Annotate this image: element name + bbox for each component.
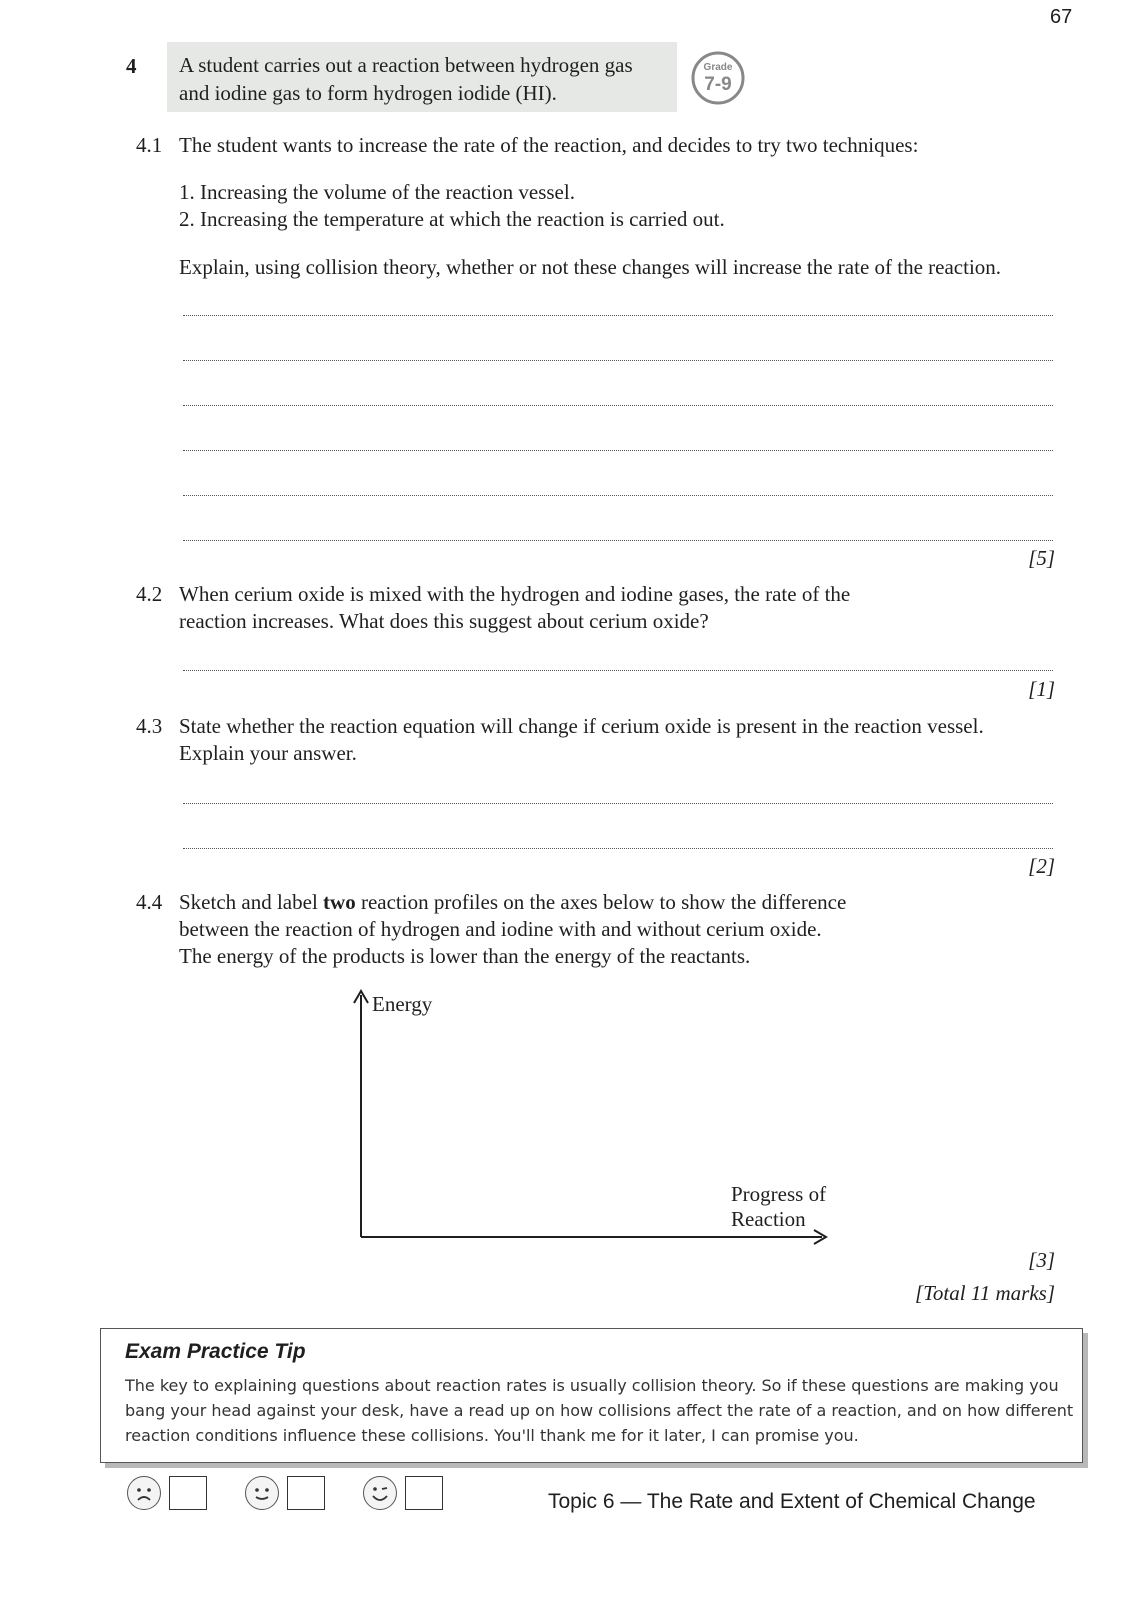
answer-line[interactable] bbox=[183, 450, 1053, 451]
grade-badge-icon bbox=[690, 50, 746, 106]
happy-face-icon bbox=[363, 1476, 397, 1510]
q44-text-pre: Sketch and label bbox=[179, 890, 324, 914]
exam-tip-box bbox=[100, 1328, 1083, 1463]
q44-text-bold: two bbox=[323, 890, 356, 914]
answer-line[interactable] bbox=[183, 315, 1053, 316]
exam-tip-title: Exam Practice Tip bbox=[125, 1340, 306, 1363]
grade-badge-value: 7-9 bbox=[704, 74, 732, 95]
question-number: 4 bbox=[126, 54, 137, 78]
self-assess-checkbox-sad[interactable] bbox=[169, 1476, 207, 1510]
grade-badge-label: Grade bbox=[703, 62, 733, 73]
x-axis-label-line-2: Reaction bbox=[731, 1207, 806, 1231]
q41-marks: [5] bbox=[1028, 546, 1055, 570]
sad-face-icon bbox=[127, 1476, 161, 1510]
q44-text-line-1 bbox=[179, 888, 846, 916]
q43-text-line-1: State whether the reaction equation will change if cerium oxide is present in the reaction vessel. bbox=[179, 714, 984, 738]
q42-text-line-1: When cerium oxide is mixed with the hydrogen and iodine gases, the rate of the bbox=[179, 582, 851, 606]
q41-text: The student wants to increase the rate of the reaction, and decides to try two techniques: bbox=[179, 133, 919, 157]
self-assess-checkbox-happy[interactable] bbox=[405, 1476, 443, 1510]
q41-number: 4.1 bbox=[136, 133, 163, 157]
q42-marks: [1] bbox=[1028, 677, 1055, 701]
q43-marks: [2] bbox=[1028, 854, 1055, 878]
answer-line[interactable] bbox=[183, 405, 1053, 406]
q41-item-2: 2. Increasing the temperature at which the reaction is carried out. bbox=[179, 207, 725, 231]
total-marks: [Total 11 marks] bbox=[914, 1281, 1055, 1305]
answer-line[interactable] bbox=[183, 540, 1053, 541]
y-axis-label: Energy bbox=[372, 992, 433, 1016]
q44-text-line-2: between the reaction of hydrogen and iodine with and without cerium oxide. bbox=[179, 917, 822, 941]
x-axis-label-line-1: Progress of bbox=[731, 1182, 827, 1206]
question-intro-line-2: and iodine gas to form hydrogen iodide (HI). bbox=[179, 81, 557, 105]
self-assess-checkbox-neutral[interactable] bbox=[287, 1476, 325, 1510]
answer-line[interactable] bbox=[183, 360, 1053, 361]
answer-line[interactable] bbox=[183, 495, 1053, 496]
exam-tip-line-2: bang your head against your desk, have a read up on how collisions affect the rate of a reaction, and on how different bbox=[125, 1401, 1074, 1420]
q44-marks: [3] bbox=[1028, 1248, 1055, 1272]
question-intro-line-1: A student carries out a reaction between hydrogen gas bbox=[179, 53, 633, 77]
q42-text-line-2: reaction increases. What does this suggest about cerium oxide? bbox=[179, 609, 709, 633]
page-number: 67 bbox=[1050, 6, 1073, 28]
q41-item-1: 1. Increasing the volume of the reaction vessel. bbox=[179, 180, 575, 204]
answer-line[interactable] bbox=[183, 803, 1053, 804]
exam-tip-line-3: reaction conditions influence these collisions. You'll thank me for it later, I can promise you. bbox=[125, 1426, 859, 1445]
q41-prompt: Explain, using collision theory, whether or not these changes will increase the rate of the reaction. bbox=[179, 255, 1002, 279]
q42-number: 4.2 bbox=[136, 582, 163, 606]
q44-text-post: reaction profiles on the axes below to show the difference bbox=[355, 890, 847, 914]
q44-number: 4.4 bbox=[136, 890, 163, 914]
q44-text-line-3: The energy of the products is lower than the energy of the reactants. bbox=[179, 944, 751, 968]
answer-line[interactable] bbox=[183, 670, 1053, 671]
q43-text-line-2: Explain your answer. bbox=[179, 741, 357, 765]
exam-tip-line-1: The key to explaining questions about reaction rates is usually collision theory. So if these questions are making you bbox=[125, 1376, 1059, 1395]
answer-line[interactable] bbox=[183, 848, 1053, 849]
footer-topic: Topic 6 — The Rate and Extent of Chemical Change bbox=[548, 1490, 1036, 1513]
neutral-face-icon bbox=[245, 1476, 279, 1510]
q43-number: 4.3 bbox=[136, 714, 163, 738]
question-intro-box bbox=[167, 42, 677, 112]
